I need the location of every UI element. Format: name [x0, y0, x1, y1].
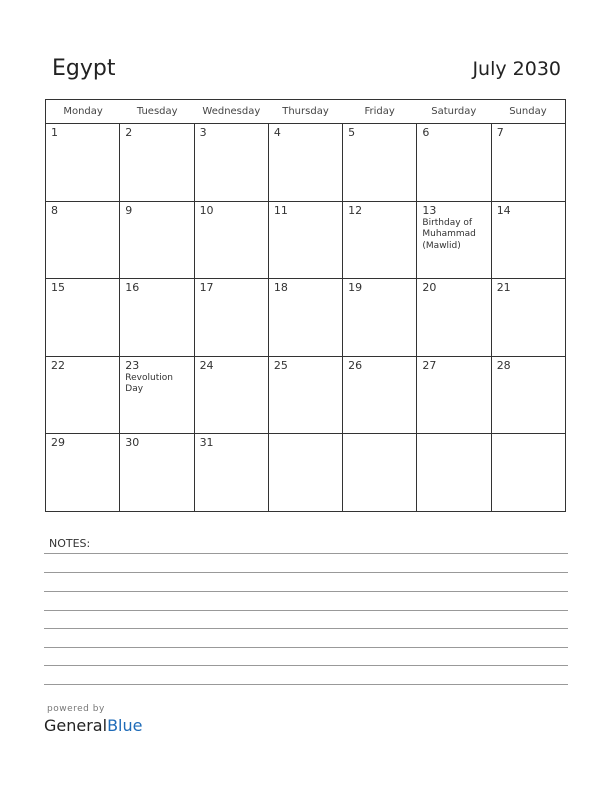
notes-line [44, 665, 568, 666]
day-number: 23 [125, 358, 140, 372]
day-cell [120, 124, 194, 201]
weekday-sunday: Sunday [509, 106, 547, 117]
day-event: Birthday of Muhammad (Mawlid) [422, 217, 476, 251]
country-title: Egypt [52, 56, 116, 81]
day-number: 3 [199, 126, 207, 139]
day-cell [343, 434, 417, 512]
day-cell [46, 434, 120, 512]
day-number: 6 [422, 126, 430, 139]
day-cell [46, 124, 120, 201]
notes-line [44, 647, 568, 648]
weekday-header [46, 100, 565, 124]
day-cell [46, 357, 120, 434]
day-cell [195, 279, 269, 356]
day-cell [46, 202, 120, 279]
notes-line [44, 591, 568, 592]
day-number: 26 [348, 358, 363, 372]
day-event: Revolution Day [125, 372, 173, 395]
day-number: 30 [125, 436, 140, 450]
day-number: 1 [51, 126, 58, 139]
day-number: 10 [199, 203, 214, 217]
week-row [46, 279, 565, 357]
day-cell [417, 434, 491, 512]
day-number: 22 [51, 358, 65, 372]
day-number: 28 [496, 358, 511, 372]
day-cell [120, 434, 194, 512]
day-number: 14 [496, 203, 511, 217]
weekday-thursday: Thursday [282, 106, 329, 117]
day-number: 12 [348, 203, 363, 217]
day-cell [195, 202, 269, 279]
day-cell [417, 202, 491, 279]
day-cell [343, 279, 417, 356]
weekday-saturday: Saturday [431, 106, 477, 117]
day-cell [269, 202, 343, 279]
day-number: 27 [422, 358, 437, 372]
weekday-monday: Monday [63, 106, 103, 117]
day-number: 21 [496, 281, 511, 295]
day-number: 29 [51, 436, 65, 450]
month-title: July 2030 [472, 58, 561, 80]
day-cell [195, 434, 269, 512]
day-cell [120, 202, 194, 279]
day-number: 2 [125, 126, 133, 139]
day-cell [269, 279, 343, 356]
day-cell [46, 279, 120, 356]
day-number: 17 [199, 281, 214, 295]
weekday-tuesday: Tuesday [136, 106, 178, 117]
day-cell [343, 202, 417, 279]
day-cell [120, 357, 194, 434]
day-number: 24 [199, 358, 214, 372]
day-cell [492, 202, 565, 279]
day-cell [343, 357, 417, 434]
day-cell [417, 124, 491, 201]
week-row [46, 124, 565, 202]
brand-blue: Blue [107, 716, 143, 735]
day-cell [417, 279, 491, 356]
day-cell [195, 357, 269, 434]
notes-line [44, 628, 568, 629]
week-row [46, 202, 565, 280]
day-number: 19 [348, 281, 363, 295]
notes-line [44, 610, 568, 611]
day-cell [120, 279, 194, 356]
day-number: 20 [422, 281, 437, 295]
notes-label: NOTES: [49, 537, 91, 550]
day-cell [492, 279, 565, 356]
notes-line [44, 572, 568, 573]
notes-line [44, 684, 568, 685]
weekday-wednesday: Wednesday [202, 106, 261, 117]
week-row [46, 357, 565, 435]
weekday-friday: Friday [364, 106, 395, 117]
day-number: 7 [496, 126, 504, 139]
day-cell [492, 434, 565, 512]
notes-line [44, 553, 568, 554]
day-number: 9 [125, 203, 133, 217]
day-cell [195, 124, 269, 201]
brand-logo [44, 716, 142, 735]
day-cell [492, 124, 565, 201]
calendar-grid [45, 99, 566, 512]
day-cell [492, 357, 565, 434]
day-number: 18 [273, 281, 288, 295]
day-cell [269, 357, 343, 434]
day-cell [269, 124, 343, 201]
day-number: 4 [273, 126, 281, 139]
day-number: 16 [125, 281, 140, 295]
powered-by-text: powered by [47, 704, 105, 714]
day-number: 31 [199, 436, 214, 450]
day-number: 15 [51, 281, 65, 295]
day-number: 8 [51, 203, 58, 217]
week-row [46, 434, 565, 512]
day-number: 11 [273, 203, 288, 217]
day-number: 25 [273, 358, 288, 372]
brand-general: General [44, 716, 108, 735]
day-number: 5 [348, 126, 356, 139]
day-cell [417, 357, 491, 434]
day-number: 13 [422, 203, 437, 217]
day-cell [269, 434, 343, 512]
day-cell [343, 124, 417, 201]
